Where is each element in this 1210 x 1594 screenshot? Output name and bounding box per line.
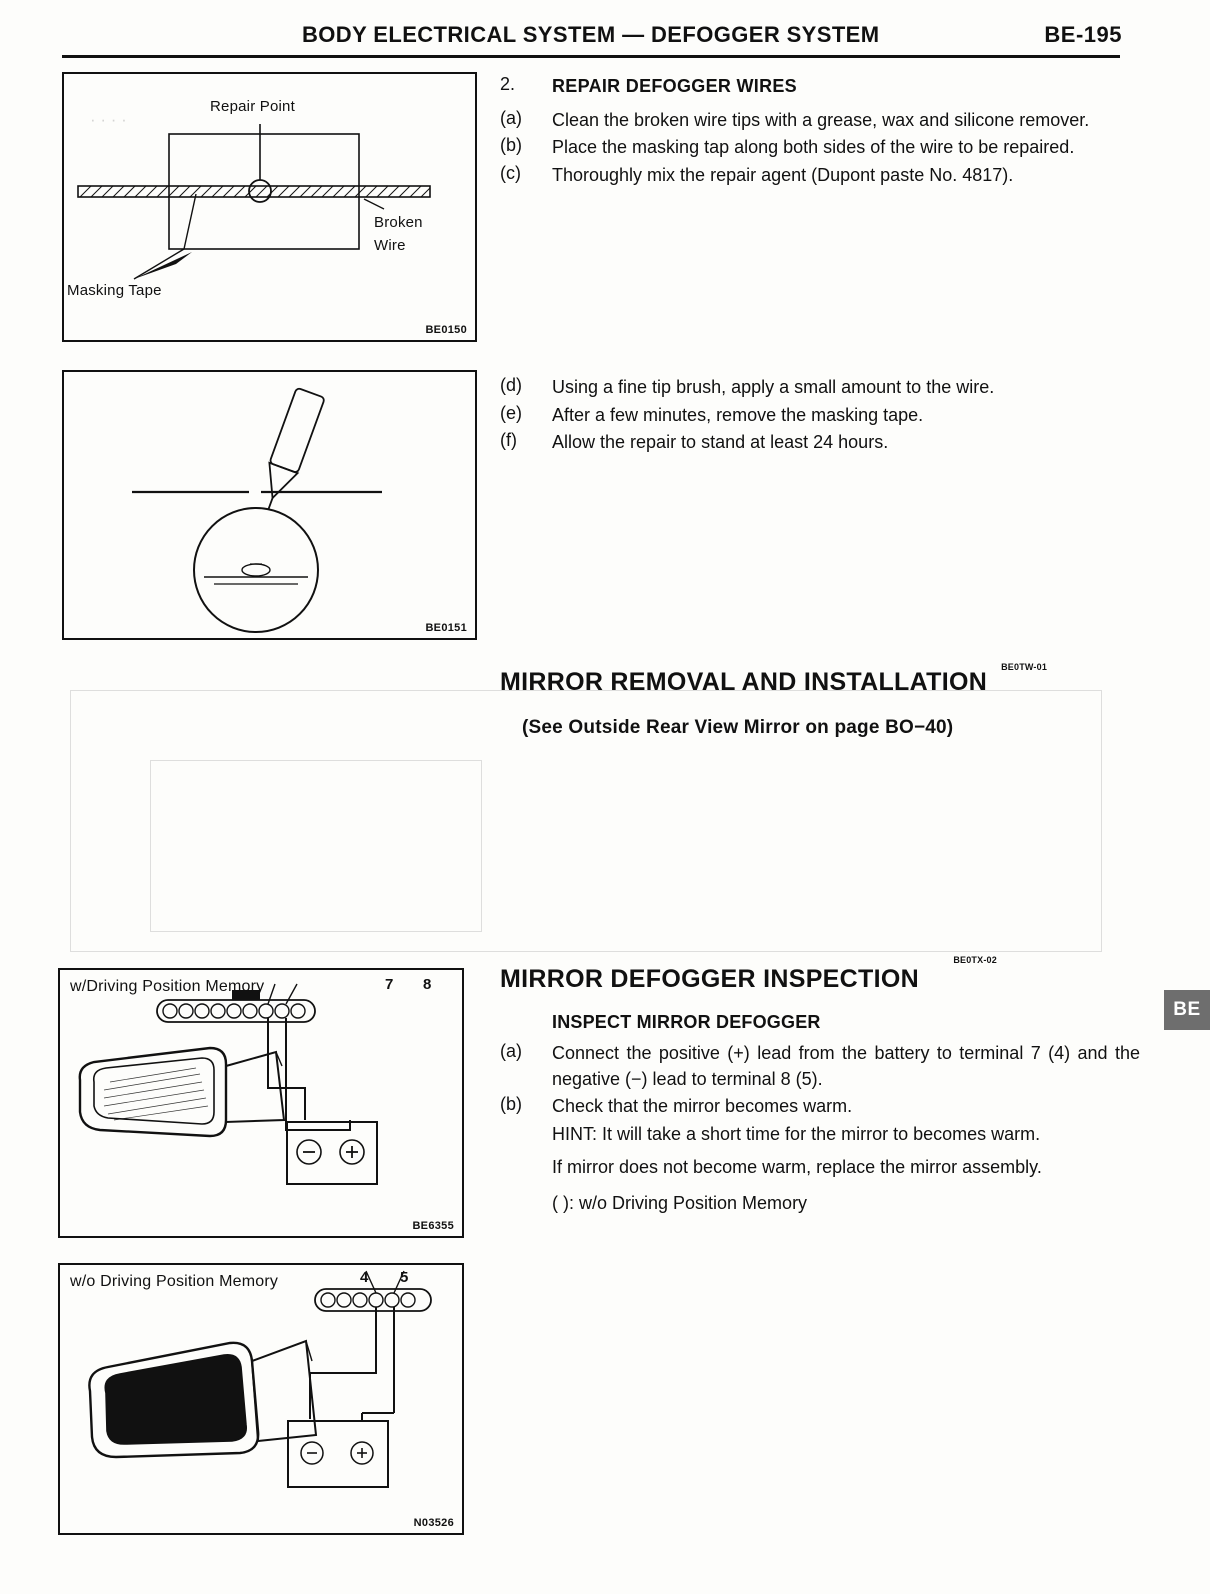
step-marker: (d): [500, 375, 522, 395]
figure-mirror-with-memory: [58, 968, 464, 1238]
figure-code: BE0151: [425, 622, 467, 634]
section-tab-be: BE: [1164, 990, 1210, 1030]
step-a: [500, 108, 1130, 134]
inspection-note: If mirror does not become warm, replace the mirror assembly.: [552, 1157, 1042, 1178]
step-text: Check that the mirror becomes warm.: [552, 1096, 853, 1117]
step-marker: (a): [500, 107, 522, 128]
figure-code: N03526: [413, 1517, 454, 1529]
step-b: [500, 135, 1130, 161]
mirror-removal-title: [500, 662, 1048, 697]
step-text: Connect the positive (+) lead from the battery to terminal 7 (4) and the negative (−) lead to terminal 8 (5).: [552, 1043, 1140, 1089]
step-c: [500, 163, 1130, 189]
step-e: [500, 403, 1130, 429]
figure-code: BE0150: [425, 324, 467, 336]
step-text: Using a fine tip brush, apply a small amount to the wire.: [552, 377, 995, 397]
page-title: BODY ELECTRICAL SYSTEM — DEFOGGER SYSTEM: [302, 22, 880, 47]
inspection-hint: HINT: It will take a short time for the mirror to becomes warm.: [552, 1123, 1041, 1144]
section-heading-row: [500, 74, 1130, 100]
figure-label-with-memory-title: w/Driving Position Memory: [70, 978, 265, 995]
step-marker: (f): [500, 430, 517, 451]
step-text: Place the masking tap along both sides of the wire to be repaired.: [552, 137, 1075, 158]
mirror-removal-title-text: MIRROR REMOVAL AND INSTALLATION: [500, 668, 988, 696]
header-divider: [62, 55, 1120, 58]
step-d: [500, 375, 1130, 401]
figure-label-terminal-7: 7: [385, 976, 394, 993]
repair-defogger-wires-section: [500, 74, 1130, 190]
mirror-inspection-title: [500, 955, 997, 994]
inspection-step-b: [500, 1094, 1140, 1120]
mirror-defogger-inspection-section: [500, 955, 1140, 1216]
step-f: [500, 430, 1130, 456]
figure-code: BE6355: [412, 1220, 454, 1232]
step-text: Clean the broken wire tips with a grease, wax and silicone remover.: [552, 109, 1090, 130]
figure-mirror-without-memory: [58, 1263, 464, 1535]
inspection-legend: ( ): w/o Driving Position Memory: [552, 1192, 808, 1213]
figure-label-broken-wire-line1: Broken: [374, 214, 423, 231]
step-text: After a few minutes, remove the masking tape.: [552, 404, 924, 425]
mirror-removal-section: [500, 662, 1140, 739]
mirror-removal-doc-code: BE0TW-01: [1001, 662, 1048, 672]
step-marker: (e): [500, 402, 522, 423]
step-marker: (b): [500, 1094, 522, 1115]
mirror-inspection-title-text: MIRROR DEFOGGER INSPECTION: [500, 965, 919, 993]
step-text: Thoroughly mix the repair agent (Dupont paste No. 4817).: [552, 164, 1014, 185]
bleed-through-text: · · · ·: [90, 110, 127, 129]
figure-label-terminal-4: 4: [360, 1269, 369, 1286]
figure-label-terminal-5: 5: [400, 1269, 409, 1286]
mirror-inspection-doc-code: BE0TX-02: [953, 955, 997, 965]
page-number: BE-195: [1044, 22, 1122, 47]
inspect-mirror-defogger-heading: INSPECT MIRROR DEFOGGER: [552, 1012, 821, 1032]
repair-defogger-wires-steps-cont: [500, 375, 1130, 458]
step-marker: (c): [500, 162, 521, 183]
section-number: 2.: [500, 74, 516, 94]
figure-repair-point-diagram: [62, 72, 477, 342]
step-marker: (b): [500, 135, 522, 156]
figure-label-masking-tape: Masking Tape: [67, 282, 162, 299]
figure-label-without-memory-title: w/o Driving Position Memory: [70, 1273, 279, 1290]
inspection-step-a: [500, 1041, 1140, 1092]
figure-label-terminal-8: 8: [423, 976, 432, 993]
section-title: REPAIR DEFOGGER WIRES: [552, 76, 797, 96]
mirror-removal-subtitle: (See Outside Rear View Mirror on page BO−40): [522, 717, 954, 738]
step-text: Allow the repair to stand at least 24 hours.: [552, 432, 889, 453]
figure-label-repair-point: Repair Point: [210, 98, 295, 115]
bleed-through-box: [150, 760, 482, 932]
figure-label-broken-wire-line2: Wire: [374, 237, 406, 254]
step-marker: (a): [500, 1041, 522, 1061]
figure-brush-application-diagram: [62, 370, 477, 640]
